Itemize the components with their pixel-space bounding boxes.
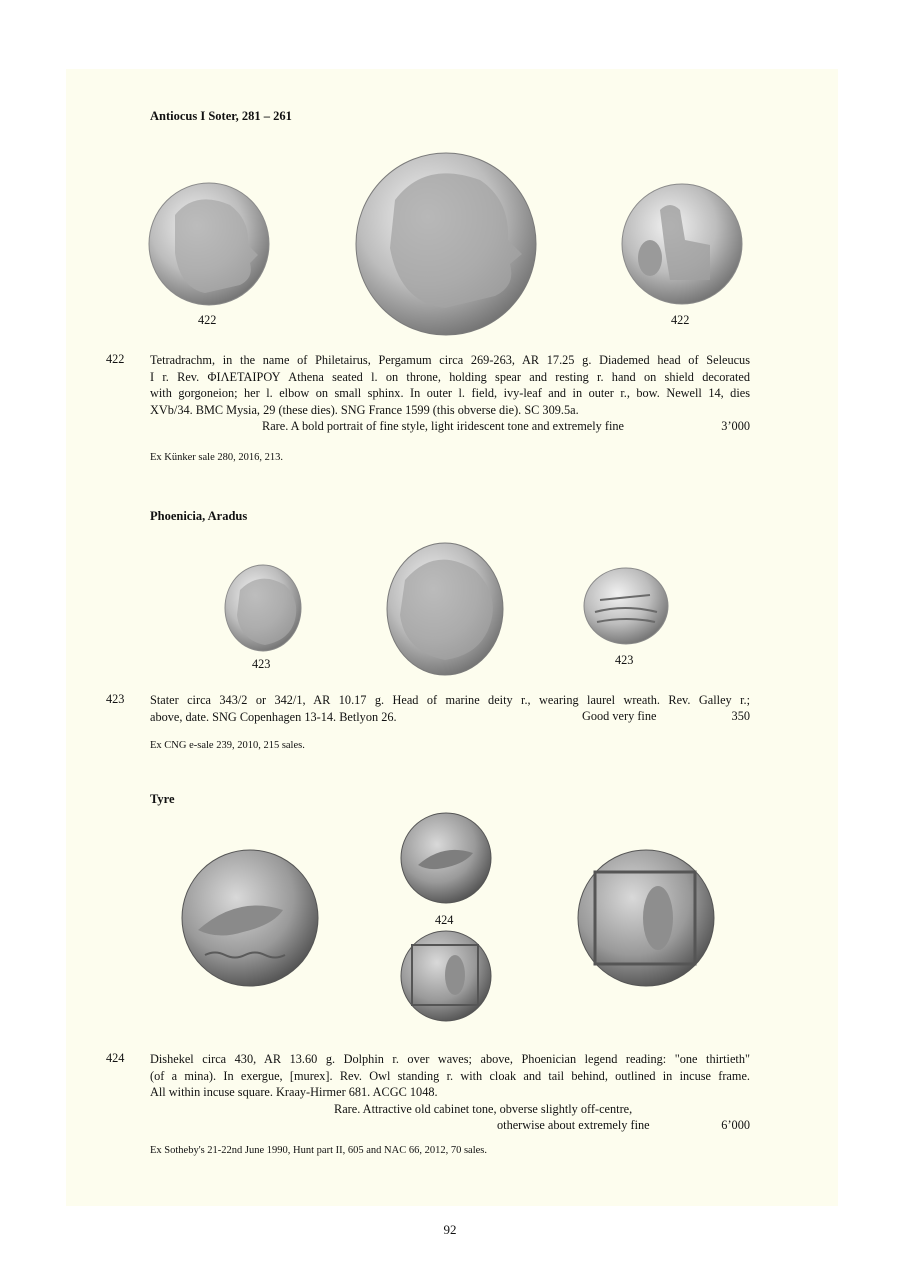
lot-description xyxy=(150,692,750,725)
lot-grade: Rare. Attractive old cabinet tone, obverse slightly off-centre, xyxy=(334,1102,633,1116)
coin-424-reverse-small xyxy=(401,931,491,1021)
lot-number: 422 xyxy=(106,352,125,366)
lot-number: 423 xyxy=(106,692,125,706)
coin-422-obverse-large xyxy=(356,153,536,335)
page-number: 92 xyxy=(443,1222,457,1237)
coin-423-obverse-small xyxy=(225,565,301,651)
description-line: above, date. SNG Copenhagen 13-14. Betlyon 26. xyxy=(150,709,397,724)
description-line: Tetradrachm, in the name of Philetairus, Pergamum circa 269-263, AR 17.25 g. Diademed head of Seleucus xyxy=(150,353,750,367)
coin-label: 423 xyxy=(615,653,634,667)
lot-provenance: Ex Künker sale 280, 2016, 213. xyxy=(150,452,283,463)
lot-description xyxy=(150,1051,750,1101)
coin-423-reverse xyxy=(584,568,668,644)
coin-423-obverse-large xyxy=(387,543,503,675)
coin-label: 423 xyxy=(252,657,271,671)
coin-424-reverse-large xyxy=(578,850,714,986)
coin-424-obverse-large xyxy=(182,850,318,986)
section-title: Tyre xyxy=(150,792,175,806)
lot-grade-continued: otherwise about extremely fine xyxy=(497,1118,650,1132)
description-line: All within incuse square. Kraay-Hirmer 681. ACGC 1048. xyxy=(150,1085,438,1099)
lot-price: 350 xyxy=(731,709,750,723)
coin-label: 422 xyxy=(198,313,217,327)
lot-grade: Rare. A bold portrait of fine style, light iridescent tone and extremely fine xyxy=(262,419,624,433)
section-title: Phoenicia, Aradus xyxy=(150,509,248,523)
lot-number: 424 xyxy=(106,1051,125,1065)
lot-price: 3’000 xyxy=(721,419,750,433)
description-line: with gorgoneion; her l. elbow on small sphinx. In outer l. field, ivy-leaf and in outer r., bow. Newell 14, dies xyxy=(150,386,750,400)
section-title: Antiocus I Soter, 281 – 261 xyxy=(150,109,292,123)
lot-price: 6’000 xyxy=(721,1118,750,1132)
description-line: (of a mina). In exergue, [murex]. Rev. Owl standing r. with cloak and tail behind, outlined in incuse frame. xyxy=(150,1068,750,1083)
coin-424-obverse-small xyxy=(401,813,491,903)
coin-422-reverse xyxy=(622,184,742,304)
lot-grade: Good very fine xyxy=(582,709,657,723)
description-line: Stater circa 343/2 or 342/1, AR 10.17 g. Head of marine deity r., wearing laurel wreath. Rev. Galley r.; xyxy=(150,693,750,707)
lot-description xyxy=(150,352,750,418)
coin-label: 424 xyxy=(435,913,454,927)
description-line: XVb/34. BMC Mysia, 29 (these dies). SNG France 1599 (this obverse die). SC 309.5a. xyxy=(150,402,579,417)
lot-provenance: Ex Sotheby's 21-22nd June 1990, Hunt part II, 605 and NAC 66, 2012, 70 sales. xyxy=(150,1145,487,1156)
description-line: Dishekel circa 430, AR 13.60 g. Dolphin r. over waves; above, Phoenician legend reading: "one thirtieth" xyxy=(150,1052,750,1066)
coin-422-obverse-small xyxy=(149,183,269,305)
description-line: I r. Rev. ΦΙΛΕΤΑΙΡΟΥ Athena seated l. on throne, holding spear and resting r. hand on shield decorated xyxy=(150,369,750,384)
lot-provenance: Ex CNG e-sale 239, 2010, 215 sales. xyxy=(150,740,305,751)
coin-label: 422 xyxy=(671,313,690,327)
